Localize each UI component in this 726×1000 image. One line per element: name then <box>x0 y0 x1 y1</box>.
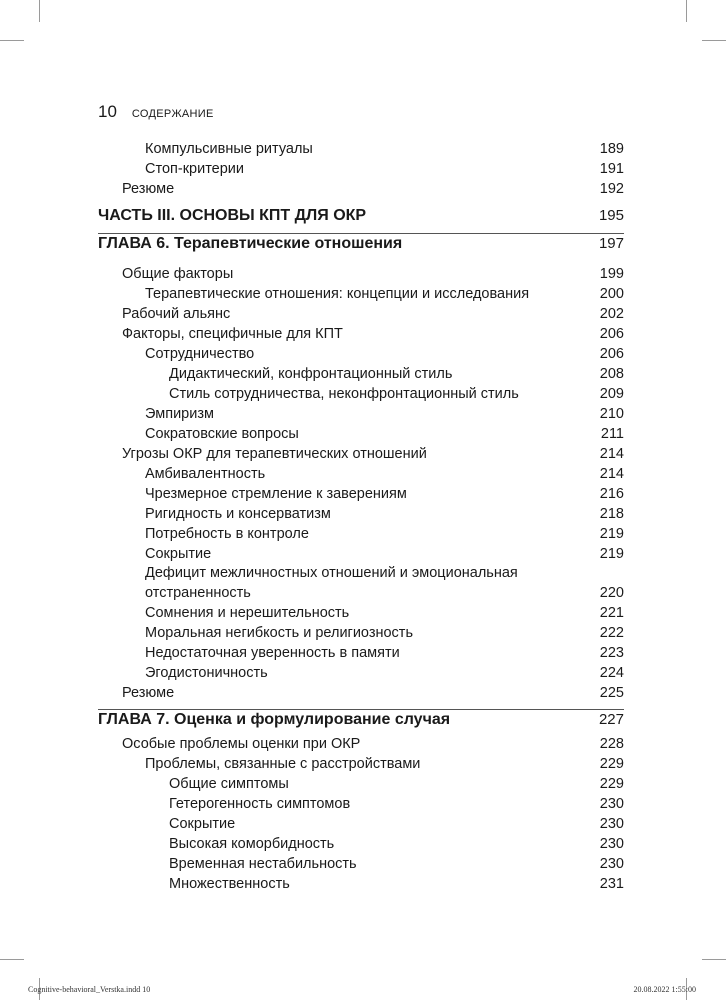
toc-entry-title: Компульсивные ритуалы <box>145 141 313 157</box>
toc-entry-title: Угрозы ОКР для терапевтических отношений <box>122 446 427 462</box>
toc-entry-title: Высокая коморбидность <box>169 836 335 852</box>
toc-entry-page: 228 <box>599 736 624 752</box>
toc-entry-title: Множественность <box>169 876 290 892</box>
crop-mark <box>702 40 726 41</box>
footer-filename: Cognitive-behavioral_Verstka.indd 10 <box>28 985 151 994</box>
toc-entry-title: Недостаточная уверенность в памяти <box>145 645 400 661</box>
toc-entry-page: 211 <box>600 426 624 442</box>
toc-entry-page: 192 <box>599 181 624 197</box>
toc-entry-page: 222 <box>599 625 624 641</box>
toc-entry <box>98 484 624 504</box>
toc-entry-page: 214 <box>599 466 624 482</box>
toc-entry <box>98 364 624 384</box>
toc-entry <box>98 734 624 754</box>
toc-entry <box>98 623 624 643</box>
crop-mark <box>686 0 687 22</box>
toc-entry-page: 208 <box>599 366 624 382</box>
toc-entry <box>98 464 624 484</box>
toc-entry-page: 230 <box>599 836 624 852</box>
toc-entry-title: Временная нестабильность <box>169 856 357 872</box>
toc-entry <box>98 524 624 544</box>
crop-mark <box>0 40 24 41</box>
toc-heading <box>98 234 624 254</box>
toc-entry-title: Ригидность и консерватизм <box>145 506 331 522</box>
toc-entry-page: 230 <box>599 816 624 832</box>
toc-entry-page: 229 <box>599 756 624 772</box>
toc-entry <box>98 324 624 344</box>
toc-entry-title: Чрезмерное стремление к заверениям <box>145 486 407 502</box>
toc-entry <box>98 284 624 304</box>
toc-entry <box>98 794 624 814</box>
toc-entry-title: отстраненность <box>145 585 251 601</box>
toc-entry-page: 206 <box>599 346 624 362</box>
toc-entry-page: 202 <box>599 306 624 322</box>
toc-entry-title: Сокрытие <box>169 816 236 832</box>
toc-entry-title: Факторы, специфичные для КПТ <box>122 326 343 342</box>
toc-entry <box>98 179 624 199</box>
page-number: 10 <box>98 102 117 121</box>
toc-entry <box>98 404 624 424</box>
toc-heading <box>98 206 624 226</box>
toc-entry <box>98 683 624 703</box>
toc-entry-page: 210 <box>599 406 624 422</box>
toc-entry-page: 229 <box>599 776 624 792</box>
toc-entry-title: Эмпиризм <box>145 406 214 422</box>
toc-entry-page: 216 <box>599 486 624 502</box>
toc-entry-page: 230 <box>599 796 624 812</box>
toc-entry-title: Гетерогенность симптомов <box>169 796 351 812</box>
toc-entry-page: 206 <box>599 326 624 342</box>
toc-entry-page: 219 <box>599 546 624 562</box>
toc-entry-title: Особые проблемы оценки при ОКР <box>122 736 361 752</box>
toc-entry-page: 221 <box>599 605 624 621</box>
crop-mark <box>702 959 726 960</box>
toc-entry-page: 230 <box>599 856 624 872</box>
toc-entry-title: Сокрытие <box>145 546 212 562</box>
toc-entry-title: ГЛАВА 7. Оценка и формулирование случая <box>98 711 451 728</box>
toc-entry <box>98 504 624 524</box>
toc-entry <box>98 384 624 404</box>
toc-entry <box>98 544 624 564</box>
toc-entry-page: 200 <box>599 286 624 302</box>
toc-entry <box>98 874 624 894</box>
toc-entry-page: 231 <box>599 876 624 892</box>
toc-entry-title: Резюме <box>122 685 175 701</box>
toc-entry-title: Потребность в контроле <box>145 526 309 542</box>
toc-entry-title: Резюме <box>122 181 175 197</box>
toc-heading <box>98 710 624 730</box>
toc-entry-title: Стоп-критерии <box>145 161 245 177</box>
toc-entry-page: 197 <box>598 235 624 252</box>
toc-entry-title: Терапевтические отношения: концепции и исследования <box>145 286 530 302</box>
section-title: СОДЕРЖАНИЕ <box>131 108 214 120</box>
toc-entry <box>98 834 624 854</box>
table-of-contents <box>98 0 624 1000</box>
toc-entry-title: Сократовские вопросы <box>145 426 299 442</box>
toc-entry-title: Сомнения и нерешительность <box>145 605 350 621</box>
toc-entry <box>98 159 624 179</box>
toc-entry-title: Стиль сотрудничества, неконфронтационный стиль <box>169 386 519 402</box>
toc-entry-title: Амбивалентность <box>145 466 266 482</box>
toc-entry <box>98 444 624 464</box>
toc-entry-page: 195 <box>598 207 624 224</box>
toc-entry-page: 227 <box>598 711 624 728</box>
toc-entry <box>98 774 624 794</box>
toc-entry <box>98 854 624 874</box>
toc-entry-title: Дидактический, конфронтационный стиль <box>169 366 453 382</box>
footer-timestamp: 20.08.2022 1:55:00 <box>633 985 696 994</box>
toc-entry-title: ЧАСТЬ III. ОСНОВЫ КПТ ДЛЯ ОКР <box>98 207 367 224</box>
toc-entry-page: 199 <box>599 266 624 282</box>
toc-entry-title: Дефицит межличностных отношений и эмоциональная <box>145 565 518 581</box>
toc-entry-page: 209 <box>599 386 624 402</box>
toc-entry-page: 214 <box>599 446 624 462</box>
toc-entry <box>98 304 624 324</box>
toc-entry <box>98 344 624 364</box>
toc-entry-page: 191 <box>599 161 624 177</box>
toc-entry <box>98 264 624 284</box>
toc-entry-title: Общие факторы <box>122 266 234 282</box>
toc-entry-title: Проблемы, связанные с расстройствами <box>145 756 421 772</box>
toc-entry-title: Эгодистоничность <box>145 665 268 681</box>
toc-entry-page: 223 <box>599 645 624 661</box>
toc-entry-page: 189 <box>599 141 624 157</box>
toc-entry-page: 218 <box>599 506 624 522</box>
toc-entry <box>98 814 624 834</box>
toc-entry-page: 219 <box>599 526 624 542</box>
toc-entry <box>98 424 624 444</box>
toc-entry <box>98 603 624 623</box>
toc-entry <box>98 139 624 159</box>
toc-entry-title: Общие симптомы <box>169 776 289 792</box>
toc-entry-title: ГЛАВА 6. Терапевтические отношения <box>98 235 403 252</box>
crop-mark <box>0 959 24 960</box>
toc-entry <box>98 754 624 774</box>
crop-mark <box>39 0 40 22</box>
toc-entry <box>98 643 624 663</box>
toc-entry-page: 220 <box>599 585 624 601</box>
toc-entry-title: Моральная негибкость и религиозность <box>145 625 414 641</box>
toc-entry <box>98 663 624 683</box>
heading-rule <box>98 709 624 710</box>
toc-entry-page: 225 <box>599 685 624 701</box>
toc-entry <box>98 563 624 583</box>
heading-rule <box>98 233 624 234</box>
toc-entry-page: 224 <box>599 665 624 681</box>
toc-entry-title: Рабочий альянс <box>122 306 231 322</box>
toc-entry-title: Сотрудничество <box>145 346 255 362</box>
toc-entry <box>98 583 624 603</box>
